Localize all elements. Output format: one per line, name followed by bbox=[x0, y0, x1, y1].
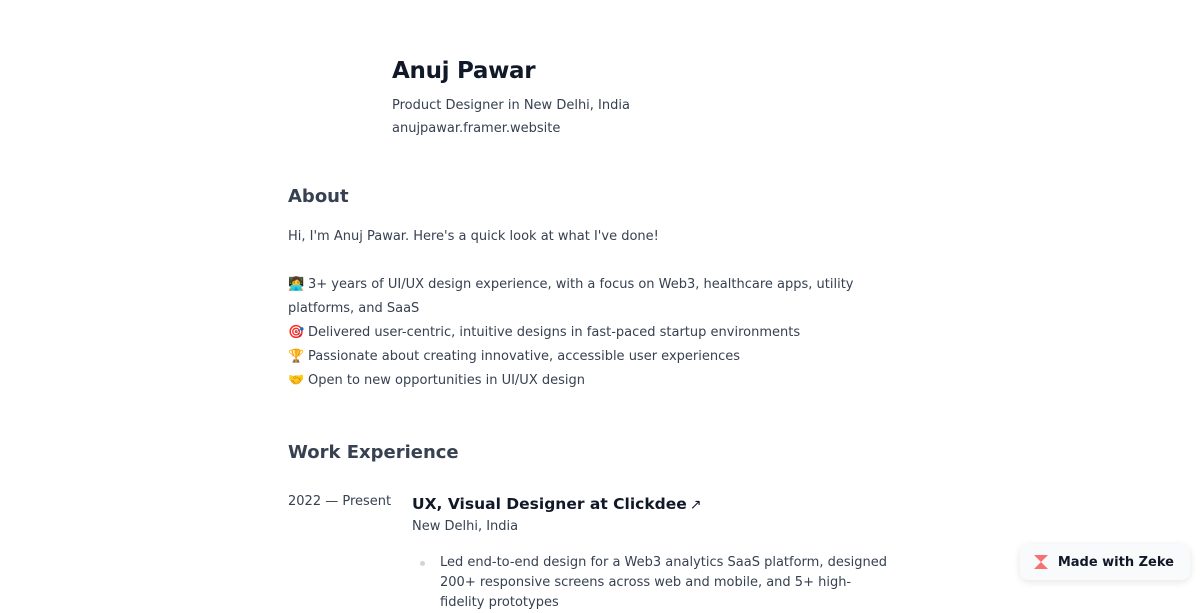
job-bullet-list bbox=[412, 553, 892, 613]
about-point bbox=[288, 369, 908, 393]
job-title-link[interactable] bbox=[412, 492, 892, 517]
made-with-zeke-badge[interactable] bbox=[1020, 544, 1190, 580]
about-point bbox=[288, 345, 908, 369]
profile-header bbox=[392, 58, 630, 140]
about-point-text: Passionate about creating innovative, accessible user experiences bbox=[308, 349, 741, 364]
about-heading: About bbox=[288, 186, 349, 207]
badge-label[interactable]: Made with Zeke bbox=[1057, 554, 1174, 570]
technologist-icon: 👩‍💻 bbox=[288, 277, 305, 292]
profile-name: Anuj Pawar bbox=[392, 58, 536, 84]
job-details bbox=[412, 492, 892, 613]
profile-website-link[interactable]: anujpawar.framer.website bbox=[392, 121, 561, 136]
about-intro: Hi, I'm Anuj Pawar. Here's a quick look at what I've done! bbox=[288, 229, 659, 244]
work-experience-heading: Work Experience bbox=[288, 442, 459, 463]
target-icon: 🎯 bbox=[288, 325, 305, 340]
about-point-text: Open to new opportunities in UI/UX design bbox=[308, 373, 585, 388]
about-point bbox=[288, 321, 908, 345]
about-section bbox=[288, 225, 908, 393]
external-link-arrow-icon[interactable]: ↗ bbox=[689, 497, 702, 513]
job-location: New Delhi, India bbox=[412, 519, 519, 534]
job-bullet: Led end-to-end design for a Web3 analytics SaaS platform, designed 200+ responsive screens across web and mobile, and 5+ high-fidelity prototypes bbox=[440, 553, 892, 613]
job-date: 2022 — Present bbox=[288, 494, 392, 509]
about-point-text: 3+ years of UI/UX design experience, with a focus on Web3, healthcare apps, utility platforms, and SaaS bbox=[288, 277, 854, 316]
handshake-icon: 🤝 bbox=[288, 373, 305, 388]
trophy-icon: 🏆 bbox=[288, 349, 305, 364]
about-point bbox=[288, 273, 908, 321]
about-point-text: Delivered user-centric, intuitive designs in fast-paced startup environments bbox=[308, 325, 801, 340]
hourglass-icon bbox=[1034, 555, 1048, 569]
job-title[interactable]: UX, Visual Designer at Clickdee bbox=[412, 495, 687, 513]
profile-role: Product Designer in New Delhi, India bbox=[392, 98, 630, 113]
